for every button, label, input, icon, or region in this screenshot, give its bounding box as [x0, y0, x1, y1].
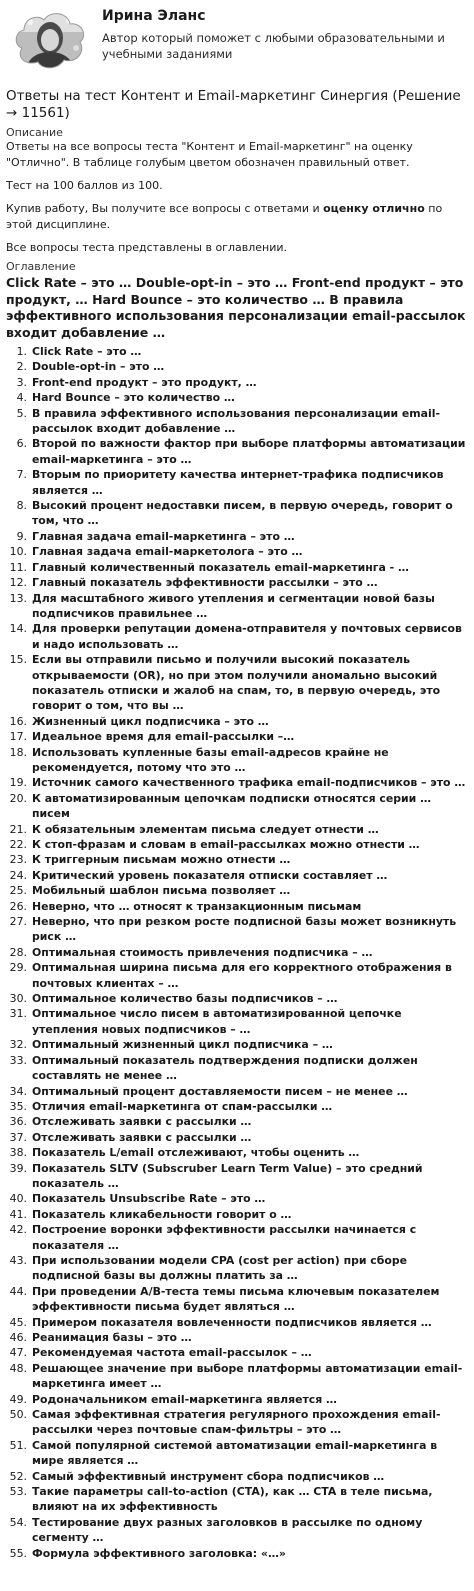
toc-item-number: 37. [9, 1130, 27, 1144]
toc-item[interactable] [6, 1084, 468, 1099]
toc-item-number: 7. [16, 468, 27, 482]
toc-item-text[interactable]: Отслеживать заявки с рассылки … [32, 1130, 252, 1144]
toc-item-number: 52. [9, 1469, 27, 1483]
toc-item[interactable] [6, 467, 468, 498]
toc-item[interactable] [6, 1161, 468, 1192]
toc-item[interactable] [6, 498, 468, 529]
toc-item[interactable] [6, 1515, 468, 1546]
toc-item-text[interactable]: Оптимальное число писем в автоматизированной цепочке утепления новых подписчиков – … [32, 1007, 402, 1036]
toc-item[interactable] [6, 1037, 468, 1052]
purchase-text-after: по этой дисциплине. [6, 202, 443, 231]
toc-item-text[interactable]: Решающее значение при выборе платформы автоматизации email-маркетинга имеет … [32, 1361, 463, 1391]
toc-item[interactable] [6, 591, 468, 622]
author-header [6, 0, 468, 78]
toc-item[interactable] [6, 1407, 468, 1438]
toc-item-number: 51. [9, 1438, 27, 1452]
toc-item-text[interactable]: Оптимальная стоимость привлечения подписчика – … [32, 945, 373, 959]
toc-item[interactable] [6, 883, 468, 898]
toc-item-text[interactable]: Построение воронки эффективности рассылки начинается с показателя … [32, 1223, 417, 1252]
toc-item[interactable] [6, 791, 468, 822]
toc-item[interactable] [6, 822, 468, 837]
toc-item[interactable] [6, 714, 468, 729]
toc-item-number: 24. [9, 868, 27, 882]
toc-item-number: 11. [9, 560, 27, 574]
toc-item-text[interactable]: Использовать купленные базы email-адресов крайне не рекомендуется, потому что это … [32, 745, 389, 774]
toc-item-number: 13. [9, 591, 27, 605]
toc-item[interactable] [6, 852, 468, 867]
toc-item-text[interactable]: Неверно, что при резком росте подписной базы может возникнуть риск … [32, 915, 457, 944]
toc-item-number: 40. [9, 1192, 27, 1206]
toc-item-number: 5. [16, 406, 27, 420]
toc-item-text[interactable]: Формула эффективного заголовка: «…» [32, 1546, 286, 1560]
purchase-text-before: Купив работу, Вы получите все вопросы с ответами и [6, 202, 324, 215]
toc-item[interactable] [6, 436, 468, 467]
description-paragraph: Ответы на все вопросы теста "Контент и Email-маркетинг" на оценку "Отлично". В таблице голубым цветом обозначен правильный ответ. [6, 140, 413, 169]
toc-item-text[interactable]: Критический уровень показателя отписки составляет … [32, 868, 388, 882]
toc-item-text[interactable]: Самая эффективная стратегия регулярного прохождения email-рассылки через почтовые спам-фильтры – это … [32, 1408, 441, 1437]
toc-item-text[interactable]: Источник самого качественного трафика email-подписчиков – это … [32, 776, 466, 790]
toc-item[interactable] [6, 1484, 468, 1515]
toc-item-number: 55. [9, 1546, 27, 1560]
toc-item[interactable] [6, 1253, 468, 1284]
toc-item[interactable] [6, 960, 468, 991]
toc-item-text[interactable]: Мобильный шаблон письма позволяет … [32, 884, 291, 898]
toc-item-text[interactable]: Жизненный цикл подписчика – это … [32, 714, 269, 728]
toc-item-text[interactable]: Оптимальное количество базы подписчиков – … [32, 992, 338, 1006]
toc-item[interactable] [6, 899, 468, 914]
toc-note: Все вопросы теста представлены в оглавлении. [6, 241, 287, 254]
toc-item[interactable] [6, 1330, 468, 1345]
toc-item[interactable] [6, 529, 468, 544]
toc-item-number: 29. [9, 961, 27, 975]
toc-item-number: 6. [16, 437, 27, 451]
score-paragraph: Тест на 100 баллов из 100. [6, 179, 163, 192]
toc-item-text[interactable]: Front-end продукт – это продукт, … [32, 375, 257, 389]
toc-item-text[interactable]: Примером показателя вовлеченности подписчиков является … [32, 1315, 432, 1329]
toc-item[interactable] [6, 390, 468, 405]
toc-item-text[interactable]: Показатель SLTV (Subscruber Learn Term Value) – это средний показатель … [32, 1161, 423, 1190]
toc-item-text[interactable]: К автоматизированным цепочкам подписки относятся серии … писем [32, 791, 431, 821]
toc-item[interactable] [6, 375, 468, 390]
toc-item-text[interactable]: Идеальное время для email-рассылки –… [32, 730, 295, 744]
toc-item-number: 4. [16, 391, 27, 405]
toc-item-number: 33. [9, 1053, 27, 1067]
toc-item-number: 43. [9, 1253, 27, 1267]
toc-item-text[interactable]: Отслеживать заявки с рассылки … [32, 1115, 252, 1129]
toc-item[interactable] [6, 359, 468, 374]
toc-item[interactable] [6, 1345, 468, 1360]
toc-item-number: 53. [9, 1485, 27, 1499]
page-title: Ответы на тест Контент и Email-маркетинг Синергия (Решение → 11561) [6, 88, 461, 121]
toc-item[interactable] [6, 914, 468, 945]
toc-item-number: 1. [16, 345, 27, 358]
toc-heading: Click Rate – это … Double-opt-in – это … Front-end продукт – это продукт, … Hard Bounce – это количество … В правила эффективного использования персонализации email-рассылок входит добавление … [6, 275, 466, 340]
toc-item[interactable] [6, 991, 468, 1006]
toc-item-number: 20. [9, 791, 27, 805]
toc-item-number: 32. [9, 1038, 27, 1052]
toc-item[interactable] [6, 1099, 468, 1114]
toc-item[interactable] [6, 344, 468, 359]
toc-item-text[interactable]: Если вы отправили письмо и получили высокий показатель открываемости (OR), но при этом получили аномально высокий показатель отписки и жалоб на спам, то, в первую очередь, это говорит о том, что вы … [32, 653, 441, 713]
toc-item[interactable] [6, 406, 468, 437]
toc-item-text[interactable]: Родоначальником email-маркетинга является … [32, 1392, 337, 1406]
toc-item-number: 45. [9, 1315, 27, 1329]
toc-item[interactable] [6, 1191, 468, 1206]
toc-item[interactable] [6, 1546, 468, 1561]
toc-item-number: 3. [16, 375, 27, 389]
toc-item[interactable] [6, 1438, 468, 1469]
toc-item-text[interactable]: Показатель кликабельности говорит о … [32, 1207, 292, 1221]
toc-item-number: 49. [9, 1392, 27, 1406]
toc-item-text[interactable]: Оптимальный жизненный цикл подписчика – … [32, 1038, 333, 1052]
toc-item-text[interactable]: Главный показатель эффективности рассылки – это … [32, 576, 378, 590]
toc-item-text[interactable]: Такие параметры call-to-action (CTA), как … CTA в теле письма, влияют на их эффективность [32, 1485, 433, 1514]
toc-item[interactable] [6, 868, 468, 883]
toc-item-text[interactable]: Показатель L/email отслеживают, чтобы оценить … [32, 1146, 360, 1160]
toc-item-number: 19. [9, 776, 27, 790]
person-photo-icon [12, 8, 88, 70]
toc-item-text[interactable]: Click Rate – это … [32, 345, 142, 358]
toc-item-text[interactable]: Неверно, что … относят к транзакционным письмам [32, 899, 362, 913]
toc-item[interactable] [6, 1392, 468, 1407]
toc-item-number: 42. [9, 1223, 27, 1237]
toc-item[interactable] [6, 1114, 468, 1129]
purchase-paragraph [6, 201, 468, 233]
toc-item-number: 25. [9, 884, 27, 898]
toc-item-text[interactable]: Вторым по приоритету качества интернет-трафика подписчиков является … [32, 468, 444, 497]
toc-item[interactable] [6, 837, 468, 852]
author-info [102, 8, 468, 62]
toc-item[interactable] [6, 1145, 468, 1160]
toc-item-text[interactable]: Оптимальная ширина письма для его корректного отображения в почтовых клиентах – … [32, 961, 452, 990]
toc-item[interactable] [6, 1469, 468, 1484]
toc-item-number: 31. [9, 1007, 27, 1021]
toc-item[interactable] [6, 1284, 468, 1315]
toc-item-number: 46. [9, 1331, 27, 1344]
author-name[interactable]: Ирина Эланс [102, 8, 206, 24]
toc-item-number: 8. [16, 499, 27, 513]
toc-item[interactable] [6, 775, 468, 790]
toc-item-text[interactable]: Рекомендуемая частота email-рассылок – … [32, 1346, 312, 1360]
toc-item-number: 41. [9, 1207, 27, 1221]
toc-item-text[interactable]: При использовании модели CPA (cost per action) при сборе подписной базы вы должны платить за … [32, 1253, 408, 1283]
toc-item-number: 34. [9, 1084, 27, 1098]
toc-item-number: 14. [9, 622, 27, 636]
toc-item-text[interactable]: При проведении А/В-теста темы письма ключевым показателем эффективности письма будет являться … [32, 1284, 440, 1314]
toc-item-number: 28. [9, 945, 27, 959]
toc-item[interactable] [6, 1053, 468, 1084]
toc-item[interactable] [6, 652, 468, 714]
toc-item-text[interactable]: Для масштабного живого утепления и сегментации новой базы подписчиков правильнее … [32, 591, 435, 620]
toc-item-text[interactable]: Второй по важности фактор при выборе платформы автоматизации email-маркетинга – это … [32, 437, 466, 466]
toc-item-text[interactable]: Оптимальный показатель подтверждения подписки должен составлять не менее … [32, 1053, 418, 1083]
toc-item[interactable] [6, 1315, 468, 1330]
toc-item-number: 17. [9, 730, 27, 744]
toc-item-text[interactable]: Самой популярной системой автоматизации email-маркетинга в мире является … [32, 1438, 438, 1468]
toc-item-number: 48. [9, 1361, 27, 1375]
toc-item-number: 10. [9, 545, 27, 559]
toc-item[interactable] [6, 575, 468, 590]
toc-item[interactable] [6, 945, 468, 960]
toc-item-number: 22. [9, 838, 27, 851]
toc-item-number: 9. [16, 529, 27, 543]
toc-item-number: 50. [9, 1408, 27, 1422]
toc-item-number: 27. [9, 915, 27, 929]
author-description: Автор который поможет с любыми образовательными и учебными заданиями [102, 31, 445, 61]
table-of-contents [6, 344, 468, 1561]
toc-item[interactable] [6, 560, 468, 575]
toc-item[interactable] [6, 1207, 468, 1222]
toc-item-text[interactable]: Самый эффективный инструмент сбора подписчиков … [32, 1469, 385, 1483]
toc-item-text[interactable]: Главная задача email-маркетолога – это … [32, 545, 303, 559]
toc-item-number: 16. [9, 714, 27, 728]
toc-item-text[interactable]: К триггерным письмам можно отнести … [32, 853, 291, 867]
toc-item-number: 38. [9, 1146, 27, 1160]
toc-item-text[interactable]: К стоп-фразам и словам в email-рассылках можно отнести … [32, 838, 420, 851]
toc-item-number: 23. [9, 853, 27, 867]
toc-item-number: 54. [9, 1515, 27, 1529]
toc-item-number: 2. [16, 360, 27, 374]
avatar[interactable] [12, 8, 88, 70]
toc-item[interactable] [6, 544, 468, 559]
toc-label: Оглавление [6, 260, 76, 273]
toc-item-number: 12. [9, 576, 27, 590]
toc-item-text[interactable]: Double-opt-in – это … [32, 360, 165, 374]
toc-item-number: 15. [9, 653, 27, 667]
toc-item-number: 30. [9, 992, 27, 1006]
toc-item-text[interactable]: Тестирование двух разных заголовков в рассылке по одному сегменту … [32, 1515, 423, 1545]
toc-item-number: 36. [9, 1115, 27, 1129]
toc-item-text[interactable]: К обязательным элементам письма следует отнести … [32, 822, 379, 836]
toc-item-number: 26. [9, 899, 27, 913]
purchase-text-bold: оценку отлично [323, 202, 425, 215]
toc-item-number: 44. [9, 1284, 27, 1298]
toc-item-number: 47. [9, 1346, 27, 1360]
toc-item[interactable] [6, 621, 468, 652]
toc-item-number: 39. [9, 1161, 27, 1175]
toc-item-text[interactable]: В правила эффективного использования персонализации email-рассылок входит добавление … [32, 406, 440, 436]
toc-item-text[interactable]: Главный количественный показатель email-маркетинга - … [32, 560, 409, 574]
toc-item-text[interactable]: Hard Bounce – это количество … [32, 391, 235, 405]
toc-item-text[interactable]: Главная задача email-маркетинга – это … [32, 529, 295, 543]
toc-item-text[interactable]: Отличия email-маркетинга от спам-рассылки … [32, 1099, 333, 1113]
toc-item[interactable] [6, 745, 468, 776]
toc-item-text[interactable]: Показатель Unsubscribe Rate – это … [32, 1192, 266, 1206]
toc-item[interactable] [6, 1006, 468, 1037]
toc-item-text[interactable]: Высокий процент недоставки писем, в первую очередь, говорит о том, что … [32, 499, 453, 528]
toc-item[interactable] [6, 1361, 468, 1392]
toc-item-text[interactable]: Для проверки репутации домена-отправителя у почтовых сервисов и надо использовать … [32, 622, 462, 651]
description-label: Описание [6, 126, 63, 139]
toc-item-text[interactable]: Оптимальный процент доставляемости писем – не менее … [32, 1084, 408, 1098]
toc-item-number: 21. [9, 822, 27, 836]
toc-item[interactable] [6, 729, 468, 744]
toc-item-number: 18. [9, 745, 27, 759]
toc-item[interactable] [6, 1130, 468, 1145]
toc-item-number: 35. [9, 1099, 27, 1113]
toc-item[interactable] [6, 1222, 468, 1253]
toc-item-text[interactable]: Реанимация базы – это … [32, 1331, 192, 1344]
